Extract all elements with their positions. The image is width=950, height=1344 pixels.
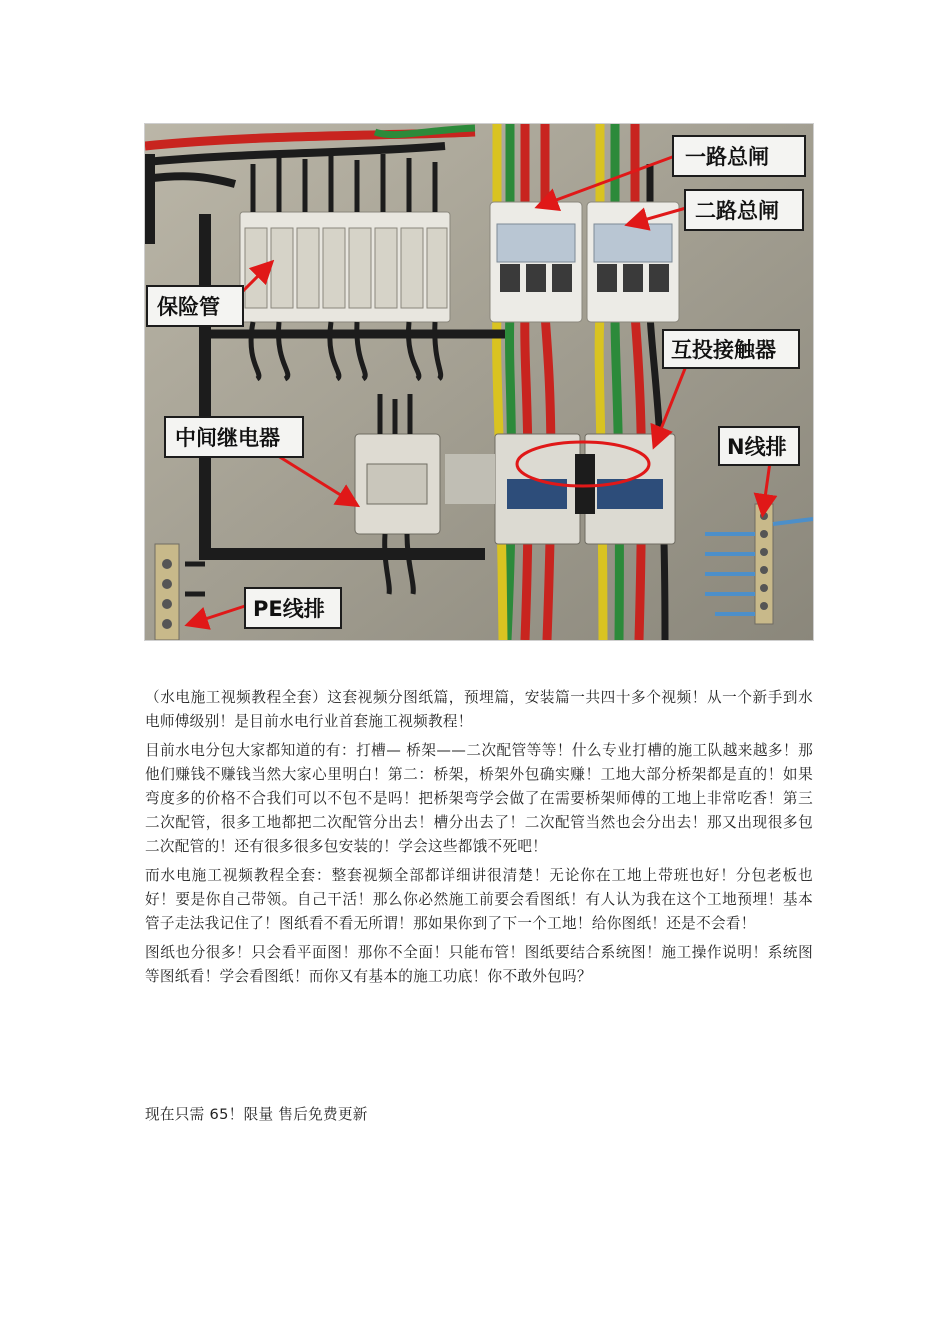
label-n-bar: [719, 427, 799, 465]
paragraph-intro: （水电施工视频教程全套）这套视频分图纸篇，预埋篇，安装篇一共四十多个视频！从一个新手到水电师傅级别！是目前水电行业首套施工视频教程！: [145, 689, 813, 730]
label-fuse: [147, 286, 243, 326]
main-switch-1: [490, 202, 582, 322]
article-body: [145, 686, 813, 994]
svg-text:二路总闸: 二路总闸: [695, 199, 779, 223]
transfer-contactors: [495, 434, 675, 544]
electrical-panel-photo: [144, 123, 814, 641]
svg-text:保险管: 保险管: [157, 295, 220, 319]
label-relay: [165, 417, 303, 457]
svg-text:互投接触器: 互投接触器: [671, 338, 776, 362]
svg-text:中间继电器: 中间继电器: [175, 426, 280, 450]
price-line: 现在只需 65！限量 售后免费更新: [145, 1106, 368, 1123]
label-main-switch-2: [685, 190, 803, 230]
main-switch-2: [587, 202, 679, 322]
svg-text:PE线排: PE线排: [253, 597, 325, 621]
paragraph-drawings: 图纸也分很多！只会看平面图！那你不全面！只能布管！图纸要结合系统图！施工操作说明！系统图等图纸看！学会看图纸！而你又有基本的施工功底！你不敢外包吗？: [145, 944, 813, 985]
label-pe-bar: [245, 588, 341, 628]
paragraph-subcontracting: 目前水电分包大家都知道的有：打槽— 桥架——二次配管等等！什么专业打槽的施工队越来越多！那他们赚钱不赚钱当然大家心里明白！第二：桥架，桥架外包确实赚！工地大部分桥架都是直的！如果弯度多的价格不合我们可以不包不是吗！把桥架弯学会做了在需要桥架师傅的工地上非常吃香！第三二次配管，很多工地都把二次配管分出去！槽分出去了！二次配管当然也会分出去！那又出现很多包二次配管的！还有很多很多包安装的！学会这些都饿不死吧！: [145, 742, 813, 855]
paragraph-tutorial: 而水电施工视频教程全套：整套视频全部都详细讲很清楚！无论你在工地上带班也好！分包老板也好！要是你自己带领。自己干活！那么你必然施工前要会看图纸！有人认为我在这个工地预埋！基本管子走法我记住了！图纸看不看无所谓！那如果你到了下一个工地！给你图纸！还是不会看！: [145, 867, 813, 932]
label-main-switch-1: [673, 136, 805, 176]
svg-text:一路总闸: 一路总闸: [685, 145, 769, 169]
svg-text:N线排: N线排: [727, 435, 787, 459]
electrical-panel-illustration: [145, 124, 813, 640]
label-contactor: [663, 330, 799, 368]
